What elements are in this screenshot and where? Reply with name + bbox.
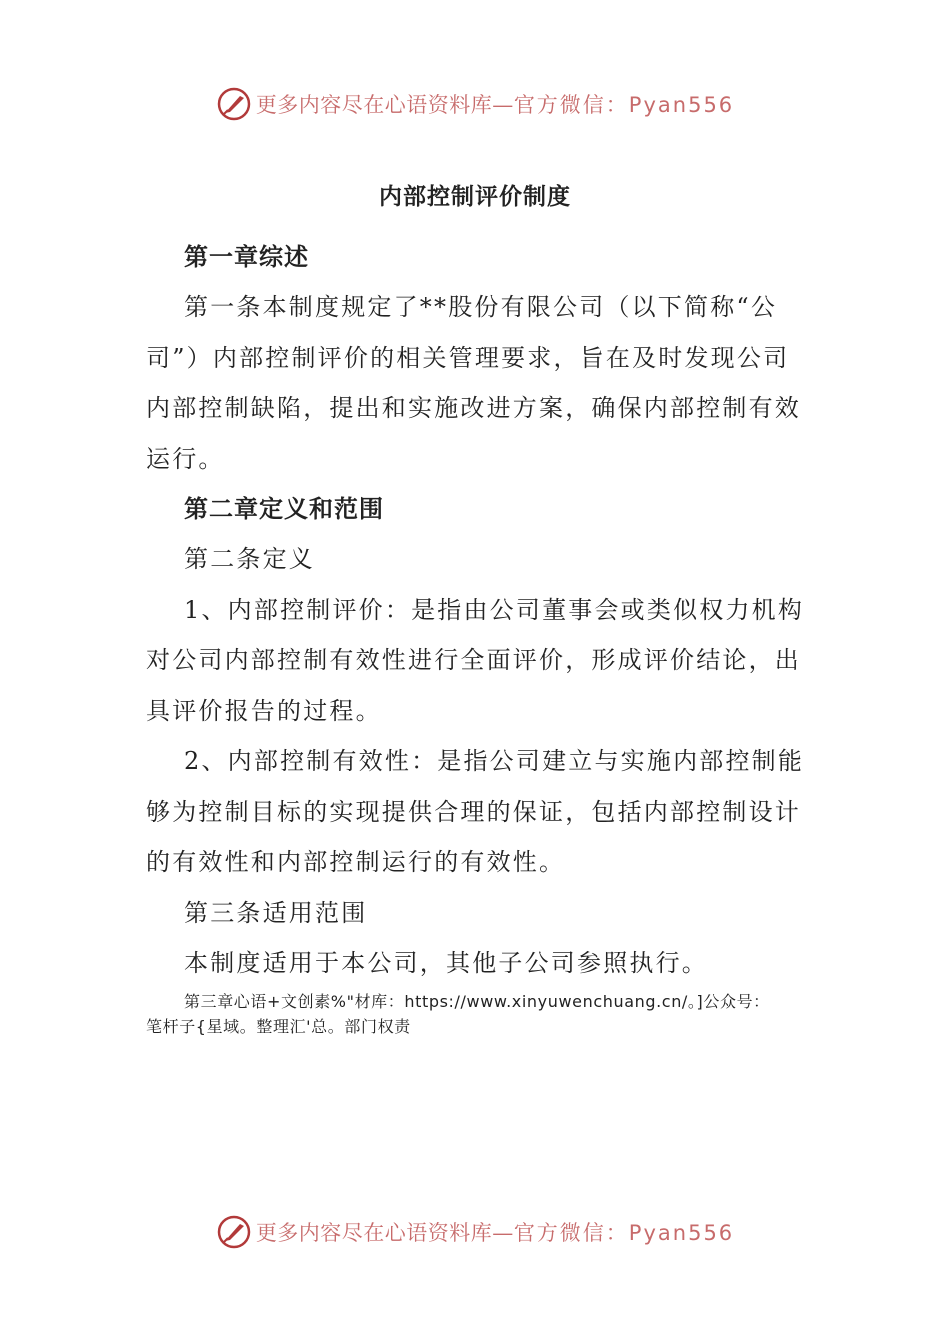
body-line: 本制度适用于本公司，其他子公司参照执行。 [184,949,708,977]
body-line: 够为控制目标的实现提供合理的保证，包括内部控制设计 [146,797,801,826]
banner-wechat-text: 官方微信：Pyan556 [513,93,735,117]
banner-text [256,1217,734,1247]
body-line: 对公司内部控制有效性进行全面评价，形成评价结论，出 [146,646,801,674]
body-line: 的有效性和内部控制运行的有效性。 [146,848,566,876]
body-line: 2、内部控制有效性：是指公司建立与实施内部控制能 [184,747,805,775]
header-banner [0,84,950,124]
quill-logo-icon [216,86,252,122]
banner-library-text: 更多内容尽在心语资料库— [255,93,514,117]
banner-text [256,89,734,119]
chapter-2-heading: 第二章定义和范围 [184,495,384,523]
body-line: 具评价报告的过程。 [146,696,382,725]
banner-library-text: 更多内容尽在心语资料库— [255,1221,514,1245]
banner-wechat-text: 官方微信：Pyan556 [513,1221,735,1245]
body-line: 内部控制缺陷，提出和实施改进方案，确保内部控制有效 [146,394,801,422]
body-line: 运行。 [146,444,225,473]
watermark-line: 第三章心语+文创素%"材库：https://www.xinyuwenchuang.cn/。]公众号： [184,991,770,1011]
body-line: 第二条定义 [184,545,315,573]
body-line: 第三条适用范围 [184,898,368,927]
body-line: 司”）内部控制评价的相关管理要求，旨在及时发现公司 [146,343,790,372]
body-line: 1、内部控制评价：是指由公司董事会或类似权力机构 [184,595,805,624]
document-title: 内部控制评价制度 [379,184,571,210]
document-body [146,232,806,1039]
quill-logo-icon [216,1214,252,1250]
footer-banner [0,1212,950,1252]
body-line: 第一条本制度规定了**股份有限公司（以下简称“公 [184,293,778,321]
watermark-line: 笔杆子{星域。整理汇'总。部门权责 [146,1016,411,1036]
chapter-1-heading: 第一章综述 [184,243,309,271]
